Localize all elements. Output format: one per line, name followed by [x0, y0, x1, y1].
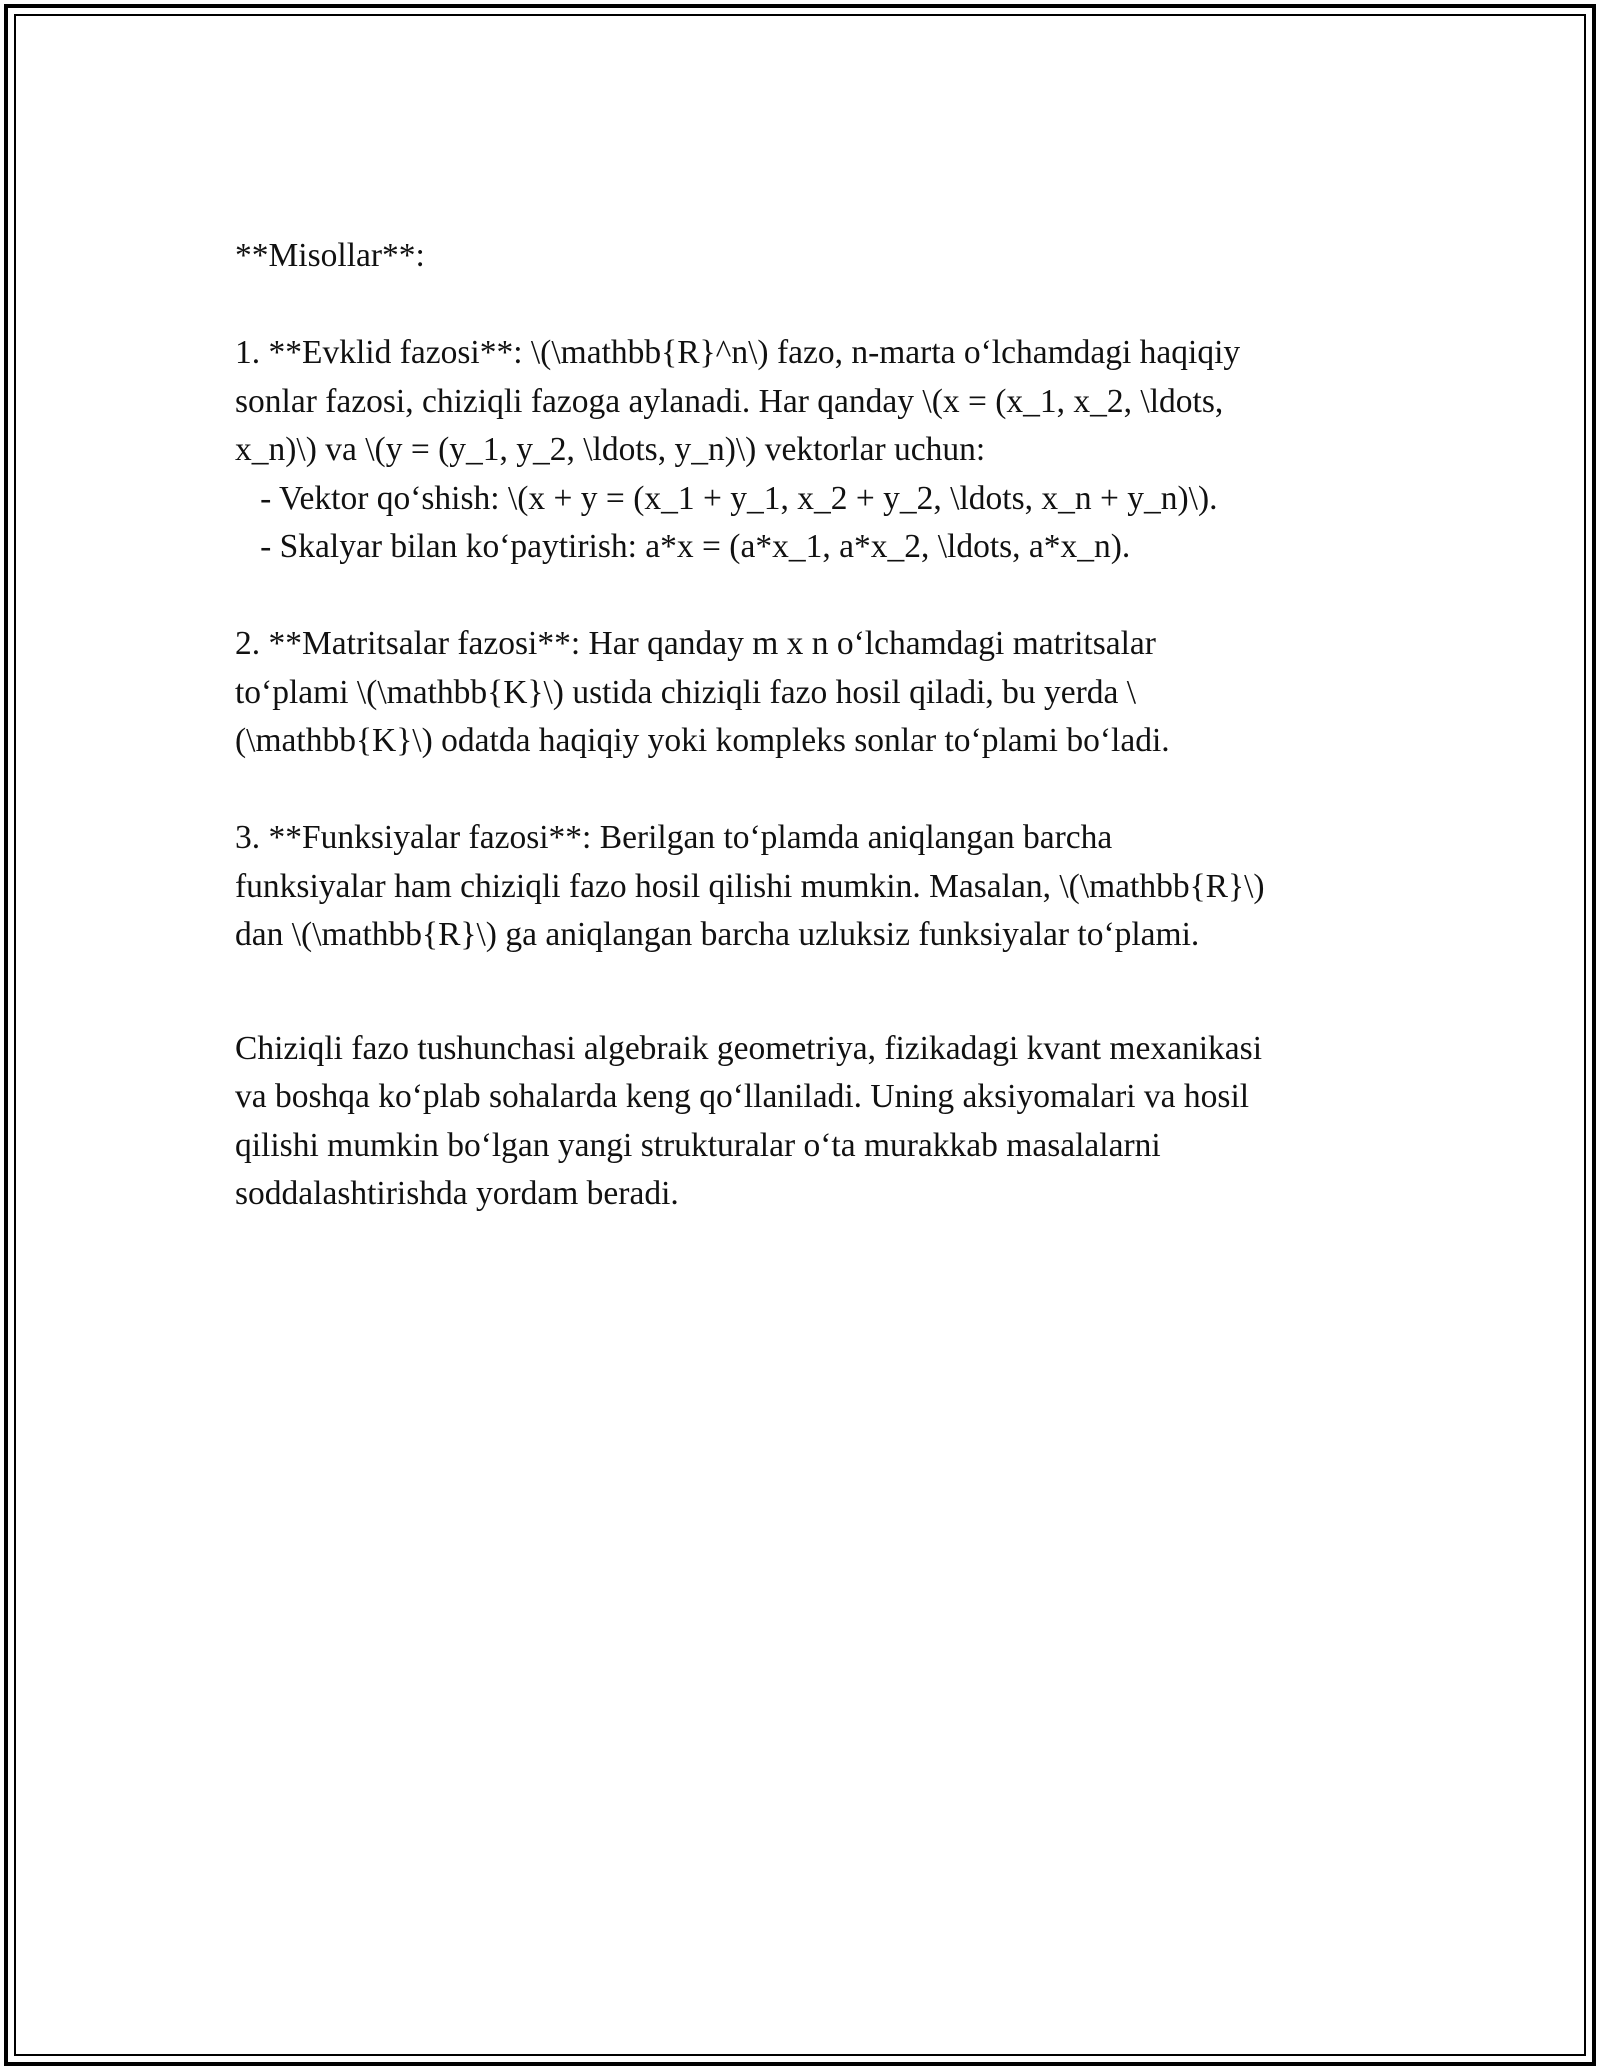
spacer — [235, 572, 1375, 621]
conclusion-line-4: soddalashtirishda yordam beradi. — [235, 1175, 679, 1212]
example-3-line-1: 3. **Funksiyalar fazosi**: Berilgan to‘plamda aniqlangan barcha — [235, 819, 1113, 856]
example-1-vector-addition: - Vektor qo‘shish: \(x + y = (x_1 + y_1, x_2 + y_2, \ldots, x_n + y_n)\). — [235, 479, 1218, 517]
document-body — [235, 232, 1375, 1219]
conclusion-line-1: Chiziqli fazo tushunchasi algebraik geometriya, fizikadagi kvant mexanikasi — [235, 1029, 1263, 1067]
conclusion-paragraph — [235, 1025, 1375, 1219]
conclusion-line-2: va boshqa ko‘plab sohalarda keng qo‘llaniladi. Uning aksiyomalari va hosil — [235, 1078, 1250, 1115]
heading: **Misollar**: — [235, 237, 425, 274]
example-1-scalar-multiplication: - Skalyar bilan ko‘paytirish: a*x = (a*x_1, a*x_2, \ldots, a*x_n). — [235, 528, 1131, 565]
example-1-euclidean-space — [235, 329, 1375, 572]
example-2-line-2: to‘plami \(\mathbb{K}\) ustida chiziqli fazo hosil qiladi, bu yerda \ — [235, 673, 1137, 711]
example-3-line-3: dan \(\mathbb{R}\) ga aniqlangan barcha uzluksiz funksiyalar to‘plami. — [235, 916, 1200, 953]
conclusion-line-3: qilishi mumkin bo‘lgan yangi strukturalar o‘ta murakkab masalalarni — [235, 1126, 1161, 1164]
spacer — [235, 960, 1375, 1025]
example-1-line-3: x_n)\) va \(y = (y_1, y_2, \ldots, y_n)\) vektorlar uchun: — [235, 431, 986, 468]
example-3-function-space — [235, 814, 1375, 960]
example-2-line-1: 2. **Matritsalar fazosi**: Har qanday m x n o‘lchamdagi matritsalar — [235, 625, 1156, 662]
example-2-line-3: (\mathbb{K}\) odatda haqiqiy yoki kompleks sonlar to‘plami bo‘ladi. — [235, 722, 1170, 759]
spacer — [235, 281, 1375, 330]
example-1-line-1: 1. **Evklid fazosi**: \(\mathbb{R}^n\) fazo, n-marta o‘lchamdagi haqiqiy — [235, 334, 1241, 371]
example-1-line-2: sonlar fazosi, chiziqli fazoga aylanadi. Har qanday \(x = (x_1, x_2, \ldots, — [235, 382, 1224, 420]
spacer — [235, 766, 1375, 815]
example-2-matrix-space — [235, 620, 1375, 766]
example-3-line-2: funksiyalar ham chiziqli fazo hosil qilishi mumkin. Masalan, \(\mathbb{R}\) — [235, 867, 1265, 905]
